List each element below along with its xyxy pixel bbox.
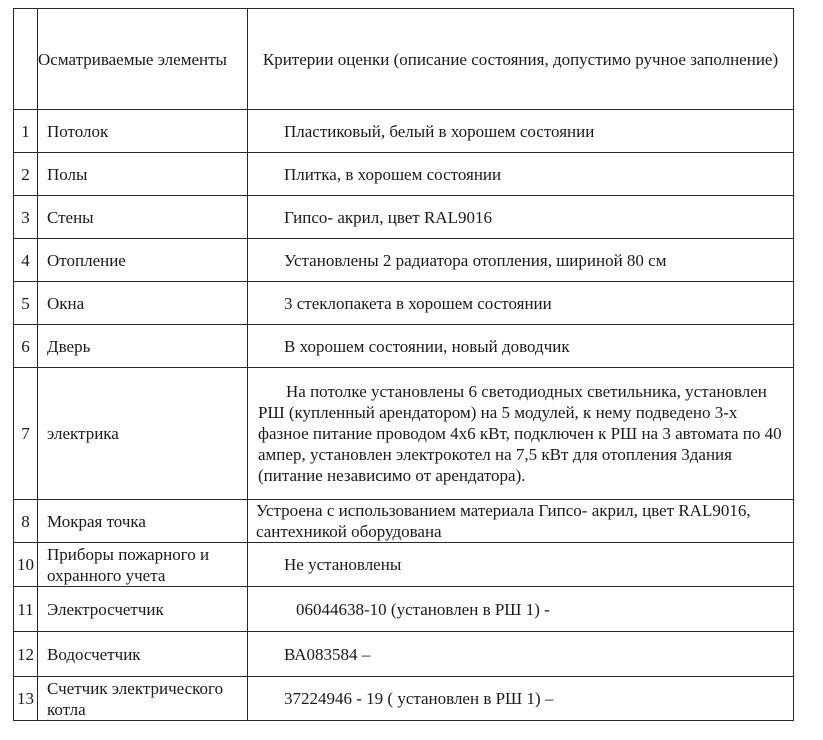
row-criteria: В хорошем состоянии, новый доводчик	[248, 325, 794, 368]
table-row	[14, 239, 794, 282]
table-row	[14, 368, 794, 500]
header-criteria: Критерии оценки (описание состояния, допустимо ручное заполнение)	[248, 9, 794, 110]
row-element: Мокрая точка	[38, 500, 248, 543]
row-element: Отопление	[38, 239, 248, 282]
row-element: Водосчетчик	[38, 632, 248, 677]
table-row	[14, 110, 794, 153]
row-criteria: ВА083584 –	[248, 632, 794, 677]
table-row	[14, 677, 794, 721]
row-criteria: 06044638-10 (установлен в РШ 1) -	[248, 587, 794, 632]
header-num-cell	[14, 9, 38, 110]
row-number: 2	[14, 153, 38, 196]
row-number: 10	[14, 543, 38, 587]
row-criteria: Плитка, в хорошем состоянии	[248, 153, 794, 196]
row-number: 8	[14, 500, 38, 543]
row-criteria: Установлены 2 радиатора отопления, шириной 80 см	[248, 239, 794, 282]
table-row	[14, 500, 794, 543]
row-criteria: 37224946 - 19 ( установлен в РШ 1) –	[248, 677, 794, 721]
table-row	[14, 282, 794, 325]
table-row	[14, 587, 794, 632]
row-criteria: Устроена с использованием материала Гипсо- акрил, цвет RAL9016, сантехникой оборудована	[248, 500, 794, 543]
inspection-table	[13, 8, 794, 721]
table-row	[14, 632, 794, 677]
row-element: электрика	[38, 368, 248, 500]
row-element: Приборы пожарного и охранного учета	[38, 543, 248, 587]
row-element: Потолок	[38, 110, 248, 153]
table-row	[14, 543, 794, 587]
row-element: Дверь	[38, 325, 248, 368]
row-number: 12	[14, 632, 38, 677]
row-element: Электросчетчик	[38, 587, 248, 632]
row-number: 5	[14, 282, 38, 325]
row-number: 4	[14, 239, 38, 282]
row-element: Полы	[38, 153, 248, 196]
header-elements: Осматриваемые элементы	[38, 9, 248, 110]
table-header-row	[14, 9, 794, 110]
row-element: Счетчик электрического котла	[38, 677, 248, 721]
table-row	[14, 325, 794, 368]
row-criteria: Не установлены	[248, 543, 794, 587]
row-criteria: Гипсо- акрил, цвет RAL9016	[248, 196, 794, 239]
table-row	[14, 196, 794, 239]
row-element: Окна	[38, 282, 248, 325]
row-criteria: Пластиковый, белый в хорошем состоянии	[248, 110, 794, 153]
row-criteria: 3 стеклопакета в хорошем состоянии	[248, 282, 794, 325]
row-criteria: На потолке установлены 6 светодиодных светильника, установлен РШ (купленный арендатором) на 5 модулей, к нему подведено 3-х фазное питание проводом 4х6 кВт, подключен к РШ на 3 автомата по 40 ампер, установлен электрокотел на 7,5 кВт для отопления 3дания (питание независимо от арендатора).	[248, 368, 794, 500]
row-number: 11	[14, 587, 38, 632]
row-number: 1	[14, 110, 38, 153]
row-element: Стены	[38, 196, 248, 239]
row-number: 7	[14, 368, 38, 500]
row-number: 6	[14, 325, 38, 368]
row-number: 3	[14, 196, 38, 239]
row-number: 13	[14, 677, 38, 721]
table-row	[14, 153, 794, 196]
